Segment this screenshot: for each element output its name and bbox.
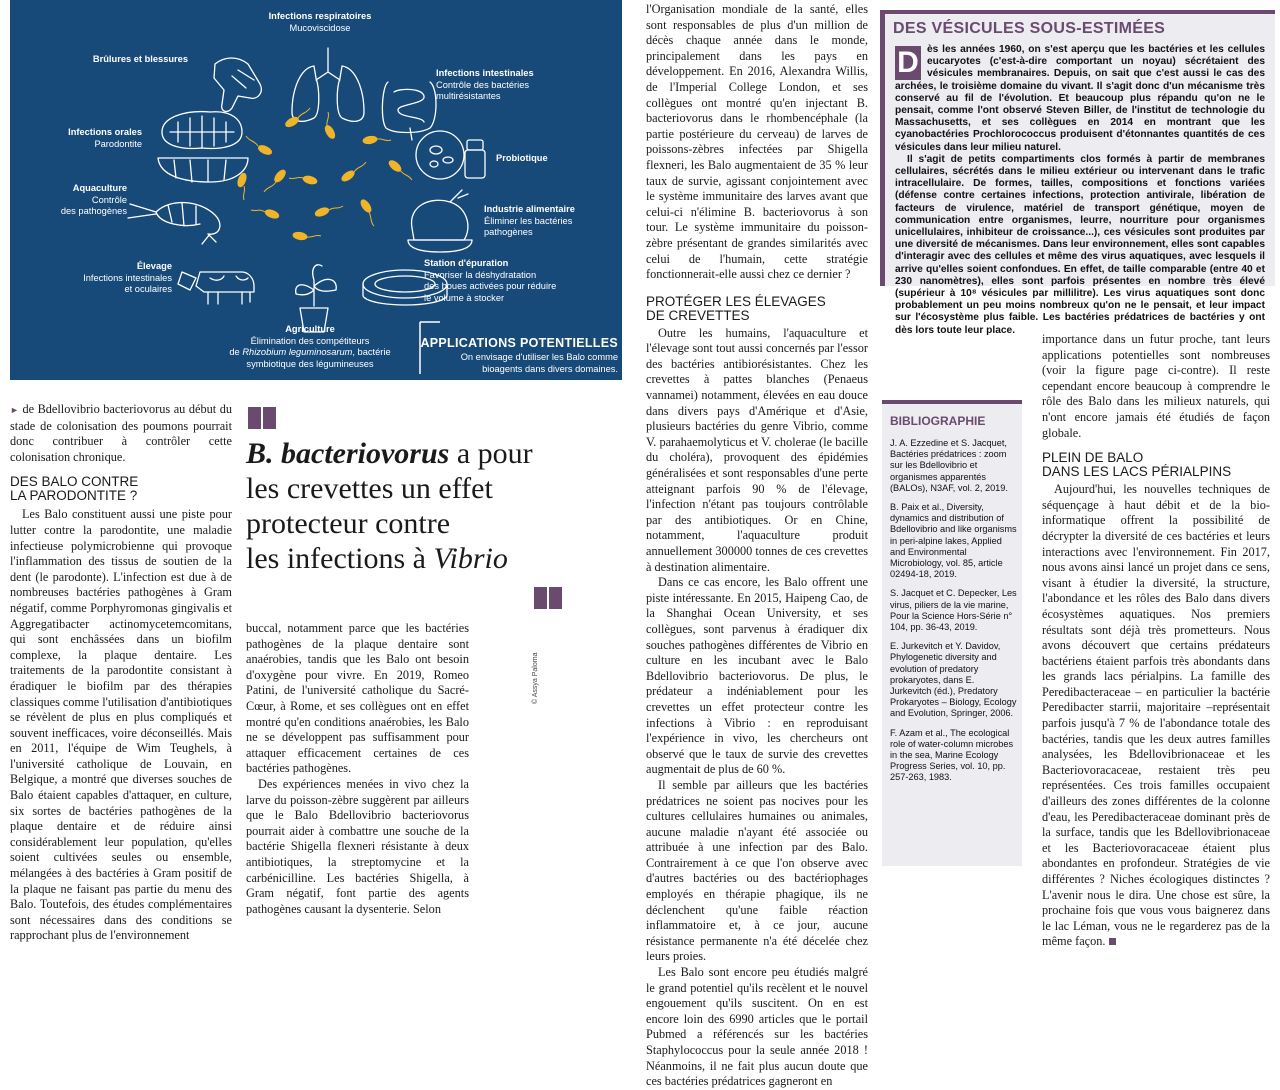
bacterium bbox=[314, 206, 343, 218]
paragraph-shigella: l'Organisation mondiale de la santé, elles sont responsables de plus d'un million de décès chaque année dans le monde, principalement dans les pays en développement. En 2016, Alexandra Willis, de l'Imperial College London, et ses collègues ont montré qu'en injectant B. bacteriovorus dans le rhombencéphale (la partie postérieure du cerveau) de larves de poissons-zèbres infectées par Shigella flexneri, les Balo augmentaient de 35 % leur taux de survie, agissant conjointement avec le système immunitaire des larves avant que celui-ci n'élimine B. bacteriovorus à son tour. Le système immunitaire du poisson-zèbre présentant de grandes similarités avec celui de l'humain, cette stratégie fonctionnerait-elle aussi chez ce dernier ? bbox=[646, 2, 868, 282]
close-quote-mark bbox=[549, 587, 562, 609]
column-2 bbox=[246, 621, 469, 917]
label-wastewater: Station d'épuration Favoriser la déshydratation des boues activées pour réduire le volume à stocker bbox=[424, 258, 557, 303]
close-quote-mark bbox=[534, 587, 547, 609]
sidebar-title: DES VÉSICULES SOUS-ESTIMÉES bbox=[893, 20, 1166, 37]
paragraph-shrimp: Outre les humains, l'aquaculture et l'élevage sont tout aussi concernés par l'essor des bactéries antibiorésistantes. Chez les crevettes à pattes blanches (Penaeus vannamei) notamment, élevées en eau douce dans divers pays d'Amérique et d'Asie, plusieurs bactéries du genre Vibrio, comme V. parahaemolyticus et V. cholerae (le bacille du choléra), provoquent des épidémies généralisées et sont responsables d'une perte atteignant parfois 90 % de l'élevage, l'infection n'étant pas toujours contrôlable par des antibiotiques. Or en Chine, notamment, l'aquaculture produit annuellement 300000 tonnes de ces crevettes à destination alimentaire. Dans ce cas encore, les Balo offrent une piste intéressante. En 2015, Haipeng Cao, de la Shanghai Ocean University, et ses collègues, sont parvenus à éradiquer dix souches pathogènes différentes de Vibrio en culture en les incubant avec le Balo Bdellovibrio bacteriovorus. De plus, le prédateur a indéniablement pour les crevettes un effet protecteur contre les infections à Vibrio : en reproduisant l'expérience in vivo, les chercheurs ont observé que le taux de survie des crevettes augmentait de plus de 60 %. Il semble par ailleurs que les bactéries prédatrices ne soient pas nocives pour les cultures cellulaires humaines ou animales, aucune maladie n'ayant été associée ou attribuée à une infection par des Balo. Contrairement à ce que l'on observe avec d'autres bactéries ou des bactériophages employés en thérapie phagique, ils ne déclenchent qu'une faible réaction inflammatoire et, à ce jour, aucune résistance permanente n'a été décelée chez leurs proies. Les Balo sont encore peu étudiés malgré le grand potentiel qu'ils recèlent et le nouvel engouement qu'ils suscitent. On en est encore loin des 6990 articles que le portail Pubmed a référencés sur les bactéries Staphylococcus pour la seule année 2018 ! Néanmoins, il ne fait plus aucun doute que ces bactéries prédatrices gagneront en bbox=[646, 325, 868, 1089]
triangle-bullet-icon: ► bbox=[10, 405, 19, 415]
bacterium bbox=[236, 172, 247, 200]
label-agriculture: Agriculture Élimination des compétiteurs de Rhizobium leguminosarum, bactérie symbiotique des légumineuses bbox=[229, 324, 391, 369]
plant-icon bbox=[296, 265, 337, 332]
teeth-icon bbox=[158, 112, 248, 182]
infographic-panel bbox=[418, 336, 618, 375]
label-oral: Infections orales Parodontite bbox=[68, 127, 142, 149]
lungs-icon bbox=[292, 48, 364, 121]
bibliography-entry: S. Jacquet et C. Depecker, Les virus, piliers de la vie marine, Pour la Science Hors-Série n° 104, pp. 36-43, 2019. bbox=[890, 588, 1017, 633]
bibliography-entry: B. Paix et al., Diversity, dynamics and distribution of Bdellovibrio and like organisms in peri-alpine lakes, Applied and Environmental Microbiology, vol. 85, article 02494-18, 2019. bbox=[890, 502, 1017, 580]
hand-icon bbox=[214, 58, 261, 111]
bibliography-entry: F. Azam et al., The ecological role of water-column microbes in the sea, Marine Ecology Progress Series, vol. 10, pp. 257-263, 1983. bbox=[890, 727, 1014, 783]
bacterium bbox=[292, 231, 321, 240]
photo-credit: © Assya Paloma bbox=[532, 652, 539, 704]
column-5 bbox=[1042, 332, 1270, 950]
label-burns: Brûlures et blessures bbox=[92, 54, 188, 64]
bacterium bbox=[251, 208, 280, 219]
label-breeding: Élevage Infections intestinales et oculaires bbox=[83, 261, 172, 294]
applications-infographic bbox=[10, 0, 622, 380]
paragraph-lakes: Aujourd'hui, les nouvelles techniques de séquençage à haut débit et de la bio-informatique offrent la possibilité de décrypter la diversité de ces bactéries et leurs interactions avec l'environnement. Fin 2017, nous avons ainsi lancé un projet dans ce sens, visant à étudier la diversité, la structure, l'abondance et les rôles des Balo dans divers écosystèmes aquatiques. Nos premiers résultats sont déjà très prometteurs. Nous avons découvert que certains prédateurs bactériens étaient parfois très abondants dans les grands lacs périalpins. La famille des Peredibacteraceae – en particulier la bactérie Peredibacter starrii, majoritaire –représentait parfois jusqu'à 7 % de l'abondance totale des bactéries, tandis que les deux autres familles analysées, les Bdellovibrionaceae et les Bacteriovoracaceae, restaient très peu représentées. Ces trois familles occupaient d'ailleurs des zones différentes de la colonne d'eau, les Peredibacteraceae dominant près de la surface, tandis que les Bdellovibrionaceae et les Bacteriovoracaceae étaient plus abondantes en profondeur. Stratégies de vie différentes ? Niches écologiques distinctes ? L'avenir nous le dira. Une chose est sûre, la prochaine fois que vous vous baignerez dans le lac Léman, vous ne le regarderez pas de la même façon. bbox=[1042, 482, 1270, 949]
bacterium bbox=[359, 198, 374, 226]
bacterium bbox=[264, 168, 287, 192]
bacterium bbox=[284, 108, 310, 129]
heading-lakes: PLEIN DE BALO DANS LES LACS PÉRIALPINS bbox=[1042, 450, 1232, 480]
label-probiotic: Probiotique bbox=[496, 153, 548, 163]
roast-chicken-icon bbox=[408, 190, 472, 252]
bibliography-entry: J. A. Ezzedine et S. Jacquet, Bactéries prédatrices : zoom sur les Bdellovibrio et organismes apparentés (BALOs), N3AF, vol. 2, 2019. bbox=[890, 438, 1008, 493]
cow-icon bbox=[178, 272, 254, 304]
heading-parodontite: DES BALO CONTRE LA PARODONTITE ? bbox=[10, 474, 139, 504]
sidebar-top-rule bbox=[885, 10, 1275, 14]
bibliography-box bbox=[882, 400, 1022, 866]
end-mark-icon bbox=[1109, 938, 1116, 945]
bacterium bbox=[340, 162, 366, 183]
bibliography-title: BIBLIOGRAPHIE bbox=[890, 414, 986, 428]
label-food-industry: Industrie alimentaire Éliminer les bactéries pathogènes bbox=[484, 204, 575, 237]
lead-paragraph: ► de Bdellovibrio bacteriovorus au début du stade de colonisation des poumons pourrait donc contribuer à contrôler cette colonisation chronique. bbox=[10, 402, 232, 464]
column-1 bbox=[10, 402, 232, 944]
paragraph-parodontite: Les Balo constituent aussi une piste pour lutter contre la parodontite, une maladie infectieuse polymicrobienne qui provoque l'inflammation des tissus de soutien de la dent (le parodonte). L'infection est due à de nombreuses bactéries pathogènes à Gram négatif, comme Porphyromonas gingivalis et Aggregatibacter actinomycetemcomitans, qui sont enchâssées dans un biofilm complexe, la plaque dentaire. Les traitements de la parodontite consistant à éradiquer le biofilm par des thérapies classiques comme l'utilisation d'antibiotiques se révèlent de plus en plus compliqués et souvent inefficaces, voire déconseillés. Mais en 2011, l'équipe de Wim Teughels, à l'université catholique de Louvain, en Belgique, a montré que diverses souches de Balo étaient capables d'attaquer, en culture, six sortes de bactéries pathogènes de la plaque dentaire et de réduire ainsi considérablement leur population, qu'elles soient cultivées seules ou ensemble, mélangées à des bactéries à Gram positif de la plaque ne faisant pas partie du menu des Balo. Toutefois, des études complémentaires sont nécessaires dans des conditions se rapprochant plus de l'environnement bbox=[10, 507, 232, 943]
heading-shrimp: PROTÉGER LES ÉLEVAGES DE CREVETTES bbox=[646, 293, 826, 323]
paragraph-anaerobic: buccal, notamment parce que les bactéries pathogènes de la plaque dentaire sont anaérobies, tandis que les Balo ont besoin d'oxygène pour vivre. En 2019, Romeo Patini, de l'université catholique du Sacré-Cœur, à Rome, et ses collègues ont en effet montré qu'en conditions anaérobies, les Balo ne se développent pas suffisamment pour attaquer efficacement certaines de ces bactéries pathogènes. Des expériences menées in vivo chez la larve du poisson-zèbre suggèrent par ailleurs que le Balo Bdellovibrio bacteriovorus pourrait aider à combattre une souche de la bactérie Shigella flexneri résistante à deux antibiotiques, la streptomycine et la carbénicilline. Les bactéries Shigella, à Gram négatif, font partie des agents pathogènes causant la dysenterie. Selon bbox=[246, 621, 469, 916]
label-aquaculture: Aquaculture Contrôle des pathogènes bbox=[60, 183, 127, 216]
open-quote-mark bbox=[248, 407, 261, 429]
label-intestinal: Infections intestinales Contrôle des bactéries multirésistantes bbox=[436, 68, 534, 101]
shrimp-icon bbox=[128, 203, 220, 244]
paragraph-importance: importance dans un futur proche, tant leurs applications potentielles sont nombreuses (voir la figure page ci-contre). Il reste cependant encore beaucoup à comprendre le rôle des Balo dans les milieux naturels, qui n'ont encore jamais été étudiés de façon globale. bbox=[1042, 332, 1270, 440]
intestines-icon bbox=[382, 82, 436, 140]
pull-quote: B. bacteriovorus a pour les crevettes un effet protecteur contre les infections à Vibrio bbox=[246, 437, 533, 575]
bacterium bbox=[246, 136, 273, 156]
sidebar-body: D ès les années 1960, on s'est aperçu que les bactéries et les cellules eucaryotes (c'est-à-dire comportant un noyau) sécrétaient des vésicules membranaires. Depuis, on sait que c'est aussi le cas des archées, le troisième domaine du vivant. Il s'agit donc d'un mécanisme très conservé au fil de l'évolution. Et beaucoup plus répandu qu'on ne le pensait, comme l'ont observé Steven Biller, de l'institut de technologie du Massachusetts, et ses collègues en 2014 en montrant que les cyanobactéries Prochlorococcus produisent d'étonnantes quantités de ces vésicules dans leur milieu naturel. Il s'agit de petits compartiments clos formés à partir de membranes cellulaires, sécrétés dans le milieu extérieur ou intervenant dans le trafic intracellulaire. De formes, tailles, compositions et fonctions variées (défense contre certaines infections, protection antivirale, libération de facteurs de virulence, matériel de transport génétique, moyen de communication entre organismes, leurre, nourriture pour organismes unicellulaires, inhibiteur de croissance...), ces vésicules sont produites par une diversité de mécanismes. Dans leur environnement, elles sont capables d'interagir avec des cellules et même des virus aquatiques, avec lesquels il arrive qu'elles soient confondues. En effet, de taille comparable (entre 40 et 230 nanomètres), elles sont parfois présentes en nombre très élevé (supérieur à 10⁸ vésicules par millilitre). Les virus aquatiques sont donc probablement un peu moins nombreux qu'on ne le pensait, et leur impact sur l'écosystème plus faible. Les bactéries prédatrices de bactéries y ont dès lors toute leur place. bbox=[895, 44, 1265, 336]
bacterium bbox=[362, 135, 391, 144]
column-3 bbox=[646, 2, 868, 1090]
bacterium bbox=[323, 112, 336, 140]
panel-title: APPLICATIONS POTENTIELLES bbox=[420, 336, 618, 350]
bacterium bbox=[289, 175, 318, 185]
panel-subtitle: On envisage d'utiliser les Balo comme bioagents dans divers domaines. bbox=[460, 352, 618, 374]
drop-cap: D bbox=[895, 46, 921, 80]
open-quote-mark bbox=[263, 407, 276, 429]
probiotic-jar-icon bbox=[416, 131, 485, 179]
vesicles-sidebar bbox=[880, 10, 1275, 336]
bibliography-list bbox=[890, 438, 1018, 792]
bacterium bbox=[387, 159, 412, 180]
label-respiratory: Infections respiratoires Mucoviscidose bbox=[268, 11, 372, 33]
bibliography-entry: E. Jurkevitch et Y. Davidov, Phylogenetic diversity and evolution of predatory prokaryotes, dans E. Jurkevitch (éd.), Predatory Prokaryotes – Biology, Ecology and Evolution, Springer, 2006. bbox=[890, 641, 1017, 719]
